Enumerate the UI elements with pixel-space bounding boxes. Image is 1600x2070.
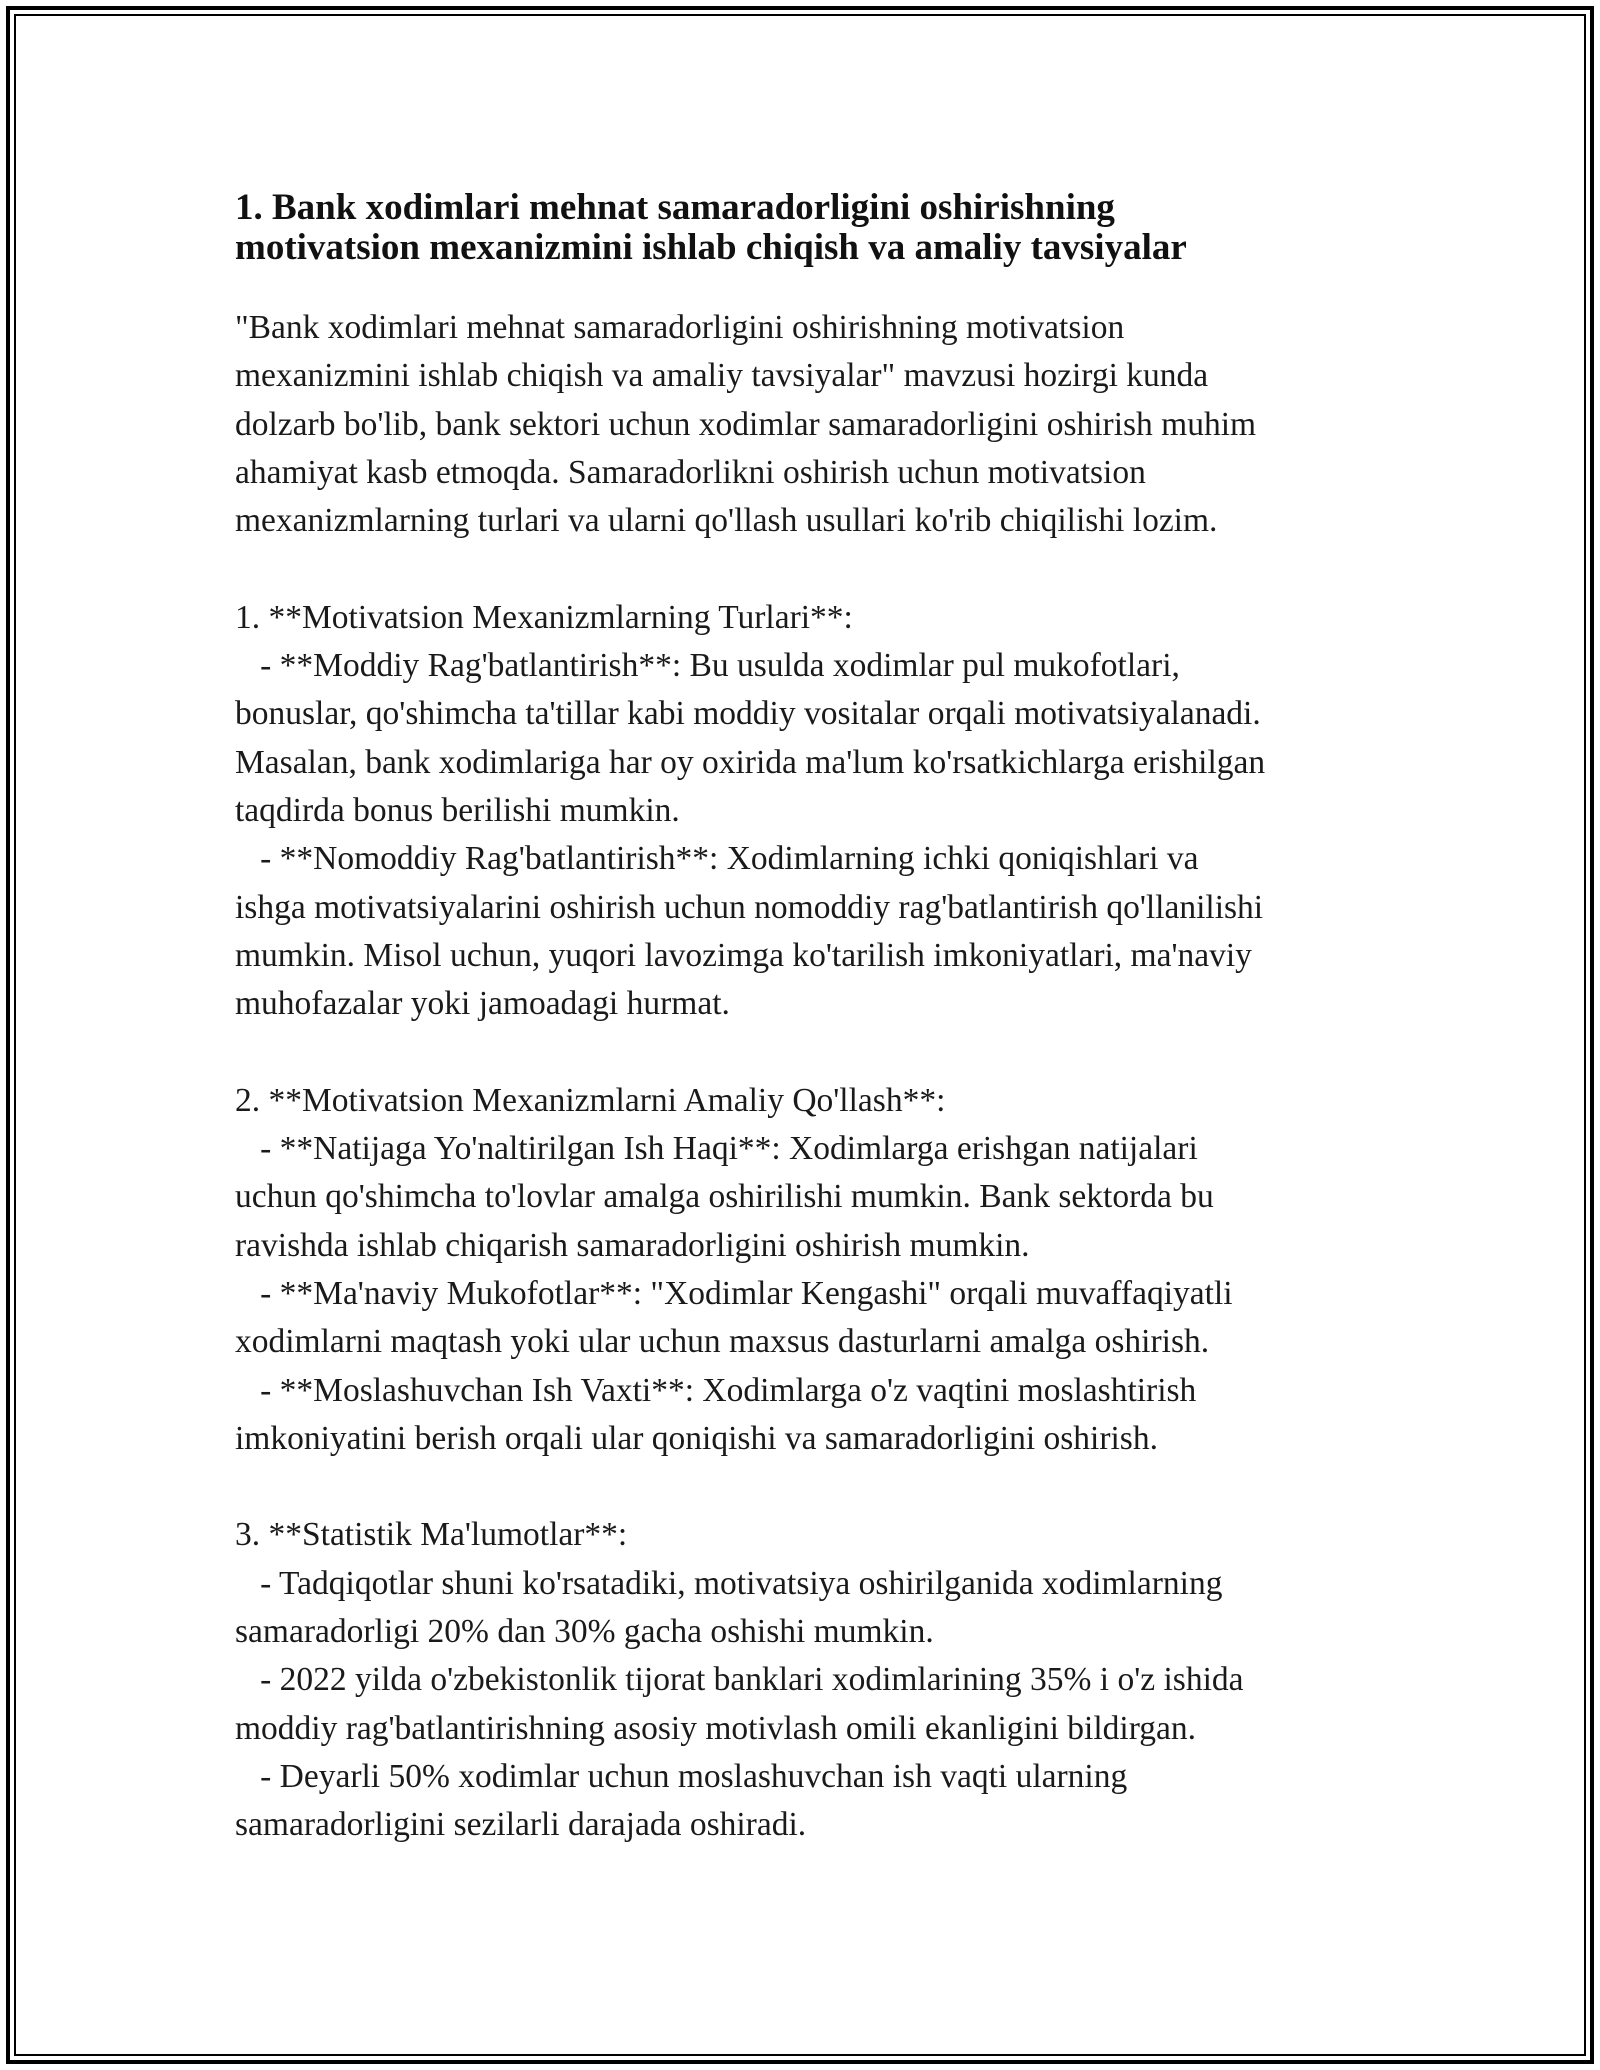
text-line: ravishda ishlab chiqarish samaradorligini oshirish mumkin. — [235, 1226, 1030, 1264]
text-line: 3. **Statistik Ma'lumotlar**: — [235, 1516, 628, 1554]
text-line: - **Natijaga Yo'naltirilgan Ish Haqi**: Xodimlarga erishgan natijalari — [235, 1130, 1198, 1168]
document-content — [235, 188, 1385, 1850]
body-paragraphs — [235, 304, 1385, 1850]
text-line: bonuslar, qo'shimcha ta'tillar kabi moddiy vositalar orqali motivatsiyalanadi. — [235, 695, 1261, 733]
text-line: samaradorligini sezilarli darajada oshiradi. — [235, 1806, 807, 1844]
blank-line — [235, 1028, 1385, 1076]
blank-line — [235, 1463, 1385, 1511]
text-line: Masalan, bank xodimlariga har oy oxirida ma'lum ko'rsatkichlarga erishilgan — [235, 743, 1266, 781]
text-line: xodimlarni maqtash yoki ular uchun maxsus dasturlarni amalga oshirish. — [235, 1323, 1210, 1361]
text-line: - **Moddiy Rag'batlantirish**: Bu usulda xodimlar pul mukofotlari, — [235, 647, 1180, 685]
heading-line: motivatsion mexanizmini ishlab chiqish va amaliy tavsiyalar — [235, 227, 1187, 268]
text-line: - Tadqiqotlar shuni ko'rsatadiki, motivatsiya oshirilganida xodimlarning — [235, 1564, 1223, 1602]
text-line: mexanizmini ishlab chiqish va amaliy tavsiyalar" mavzusi hozirgi kunda — [235, 357, 1209, 395]
text-line: mexanizmlarning turlari va ularni qo'llash usullari ko'rib chiqilishi lozim. — [235, 502, 1218, 540]
text-line: moddiy rag'batlantirishning asosiy motivlash omili ekanligini bildirgan. — [235, 1709, 1196, 1747]
text-line: - 2022 yilda o'zbekistonlik tijorat banklari xodimlarining 35% i o'z ishida — [235, 1661, 1244, 1699]
heading-line: 1. Bank xodimlari mehnat samaradorligini oshirishning — [235, 187, 1115, 228]
text-line: 2. **Motivatsion Mexanizmlarni Amaliy Qo'llash**: — [235, 1081, 946, 1119]
text-line: - **Moslashuvchan Ish Vaxti**: Xodimlarga o'z vaqtini moslashtirish — [235, 1371, 1197, 1409]
text-line: taqdirda bonus berilishi mumkin. — [235, 791, 680, 829]
text-line: - **Nomoddiy Rag'batlantirish**: Xodimlarning ichki qoniqishlari va — [235, 840, 1199, 878]
text-line: dolzarb bo'lib, bank sektori uchun xodimlar samaradorligini oshirish muhim — [235, 405, 1257, 443]
text-line: - **Ma'naviy Mukofotlar**: "Xodimlar Kengashi" orqali muvaffaqiyatli — [235, 1274, 1233, 1312]
text-line: "Bank xodimlari mehnat samaradorligini oshirishning motivatsion — [235, 309, 1125, 346]
text-line: 1. **Motivatsion Mexanizmlarning Turlari**: — [235, 598, 853, 636]
section-heading — [235, 188, 1385, 268]
blank-line — [235, 545, 1385, 593]
text-line: muhofazalar yoki jamoadagi hurmat. — [235, 985, 730, 1023]
text-line: mumkin. Misol uchun, yuqori lavozimga ko'tarilish imkoniyatlari, ma'naviy — [235, 936, 1252, 974]
text-line: ishga motivatsiyalarini oshirish uchun nomoddiy rag'batlantirish qo'llanilishi — [235, 888, 1264, 926]
text-line: - Deyarli 50% xodimlar uchun moslashuvchan ish vaqti ularning — [235, 1757, 1128, 1795]
text-line: imkoniyatini berish orqali ular qoniqishi va samaradorligini oshirish. — [235, 1419, 1158, 1457]
text-line: ahamiyat kasb etmoqda. Samaradorlikni oshirish uchun motivatsion — [235, 453, 1146, 491]
text-line: samaradorligi 20% dan 30% gacha oshishi mumkin. — [235, 1613, 934, 1651]
text-line: uchun qo'shimcha to'lovlar amalga oshirilishi mumkin. Bank sektorda bu — [235, 1178, 1214, 1216]
